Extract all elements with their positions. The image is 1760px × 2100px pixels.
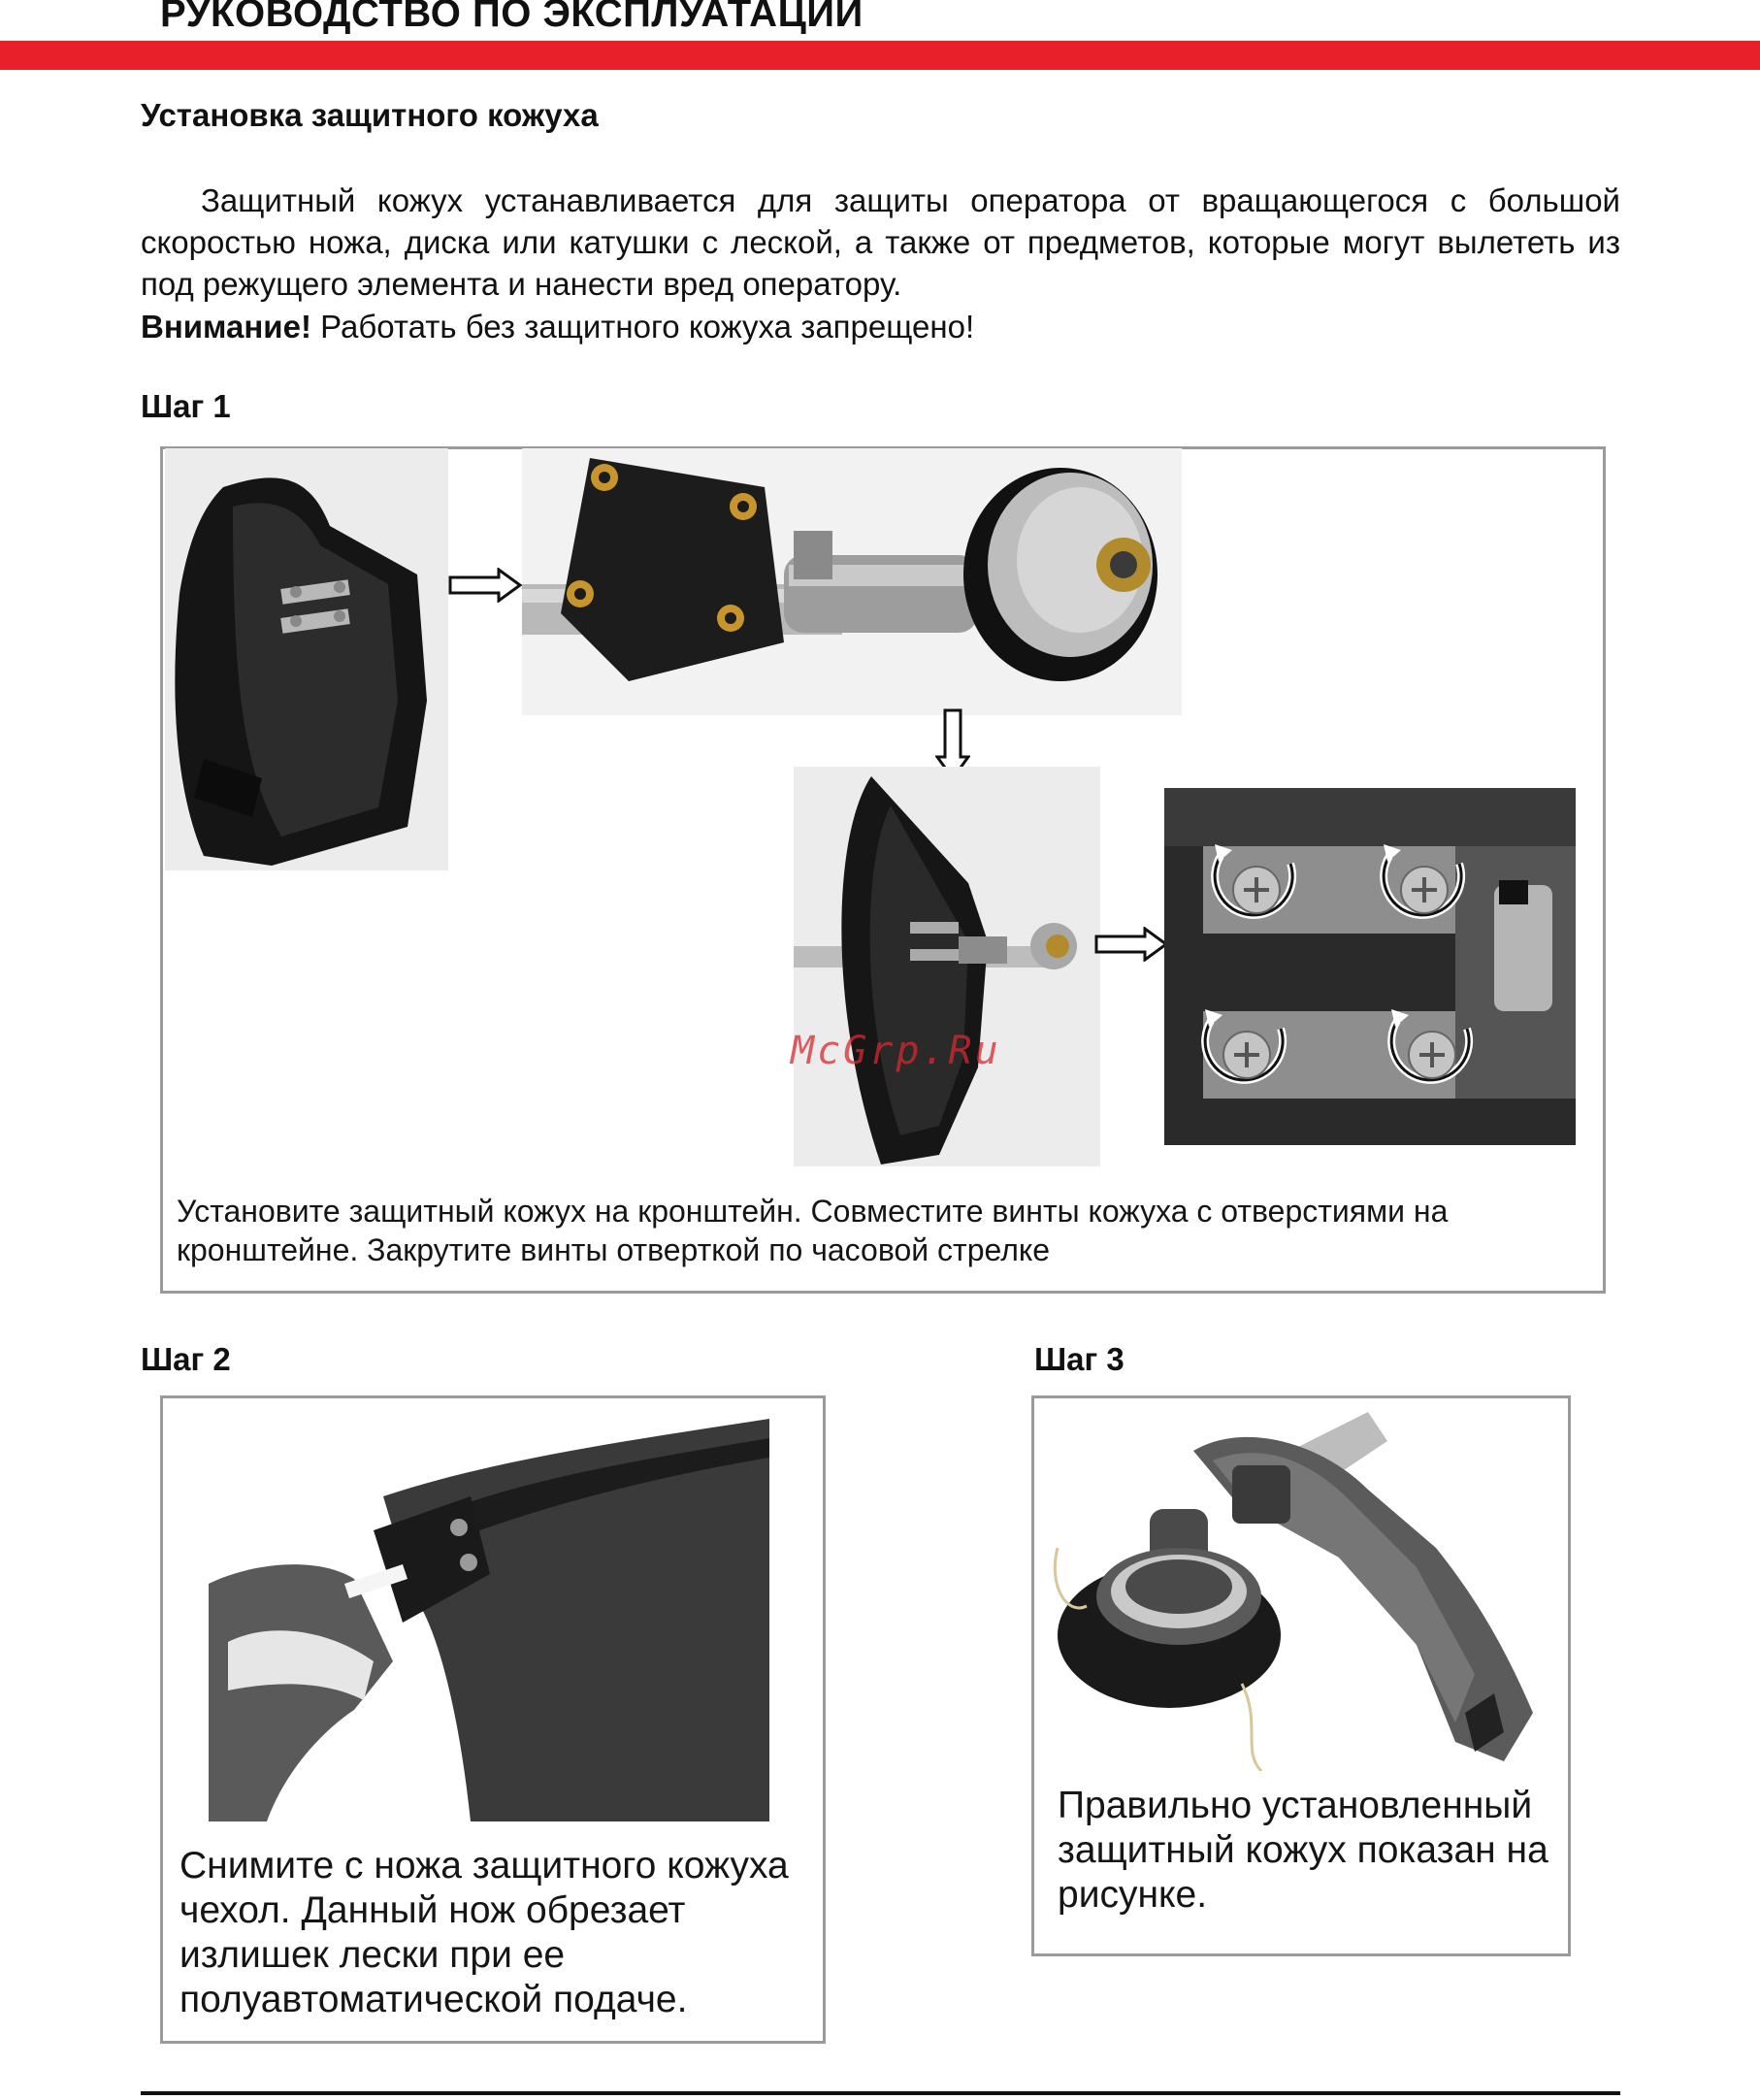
warning-label: Внимание! — [141, 309, 311, 345]
step2-label: Шаг 2 — [141, 1341, 231, 1377]
step2-caption: Снимите с ножа защитного кожуха чехол. Данный нож обрезает излишек лески при ее полуавтоматической подаче. — [179, 1845, 789, 2020]
arrow-right-2 — [1094, 927, 1168, 962]
header-title: РУКОВОДСТВО ПО ЭКСПЛУАТАЦИИ — [160, 0, 864, 35]
footer-rule — [141, 2091, 1620, 2095]
section-title: Установка защитного кожуха — [141, 97, 599, 133]
warning-text: Работать без защитного кожуха запрещено! — [310, 309, 975, 345]
step1-label: Шаг 1 — [141, 388, 231, 424]
blade-cover-photo — [209, 1419, 769, 1821]
screws-closeup-photo — [1164, 788, 1576, 1145]
intro-paragraph — [141, 180, 1620, 305]
intro-text: Защитный кожух устанавливается для защиты оператора от вращающегося с большой скоростью ножа, диска или катушки с леской, а также от предметов, которые могут вылететь из под режущего элемента и нанести вред оператору. — [141, 182, 1620, 302]
guard-mounted-photo — [794, 767, 1100, 1166]
watermark: McGrp.Ru — [791, 1029, 1001, 1073]
step3-caption: Правильно установленный защитный кожух показан на рисунке. — [1058, 1785, 1548, 1916]
header-red-bar — [0, 41, 1760, 70]
guard-photo — [165, 448, 448, 870]
bracket-photo — [522, 448, 1182, 715]
arrow-right-1 — [448, 568, 522, 603]
step3-label: Шаг 3 — [1034, 1341, 1124, 1377]
step1-caption: Установите защитный кожух на кронштейн. Совместите винты кожуха с отверстиями на кронштейне. Закрутите винты отверткой по часовой стрелке — [177, 1194, 1449, 1267]
installed-guard-photo — [1048, 1402, 1552, 1771]
warning-paragraph — [141, 306, 974, 347]
